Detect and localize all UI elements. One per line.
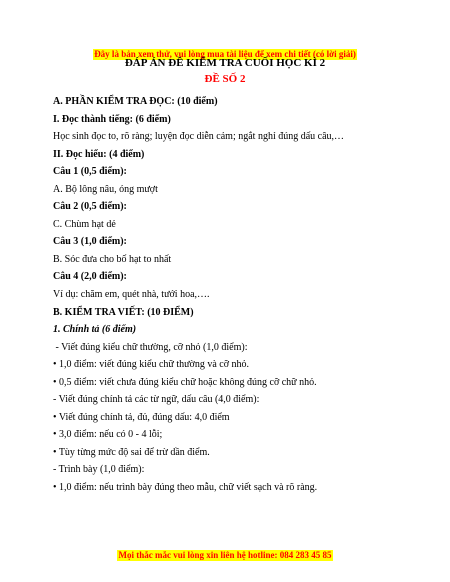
text-line: - Viết đúng chính tả các từ ngữ, dấu câu (4,0 điểm): bbox=[53, 394, 260, 406]
preview-banner: Đây là bản xem thử, vui lòng mua tài liệu để xem chi tiết (có lời giải) bbox=[94, 49, 356, 59]
text-line: • 0,5 điểm: viết chưa đúng kiểu chữ hoặc không đúng cỡ chữ nhỏ. bbox=[53, 376, 317, 388]
text-line: - Viết đúng kiểu chữ thường, cỡ nhỏ (1,0 điểm): bbox=[53, 341, 248, 353]
text-line: • 3,0 điểm: nếu có 0 - 4 lỗi; bbox=[53, 429, 163, 441]
answer-4: Ví dụ: chăm em, quét nhà, tưới hoa,…. bbox=[53, 289, 210, 300]
hotline-footer: Mọi thắc mắc vui lòng xin liên hệ hotline: 084 283 45 85 bbox=[118, 550, 332, 560]
section-heading-writing: B. KIỂM TRA VIẾT: (10 ĐIỂM) bbox=[53, 306, 194, 318]
text-line: • Viết đúng chính tả, đủ, đúng dấu: 4,0 điểm bbox=[53, 411, 230, 423]
document-subtitle: ĐỀ SỐ 2 bbox=[204, 73, 246, 85]
text-line: • 1,0 điểm: nếu trình bày đúng theo mẫu, chữ viết sạch và rõ ràng. bbox=[53, 482, 318, 493]
subsection-dictation: 1. Chính tả (6 điểm) bbox=[53, 324, 137, 336]
question-1-heading: Câu 1 (0,5 điểm): bbox=[53, 166, 127, 178]
section-heading-reading: A. PHẦN KIỂM TRA ĐỌC: (10 điểm) bbox=[53, 96, 218, 107]
question-2-heading: Câu 2 (0,5 điểm): bbox=[53, 201, 127, 213]
question-3-heading: Câu 3 (1,0 điểm): bbox=[53, 236, 127, 248]
document-title: ĐÁP ÁN ĐỀ KIỂM TRA CUỐI HỌC KÌ 2 bbox=[124, 57, 326, 69]
footer-wrap bbox=[0, 545, 450, 563]
answer-1: A. Bộ lông nâu, óng mượt bbox=[53, 183, 158, 195]
question-4-heading: Câu 4 (2,0 điểm): bbox=[53, 271, 127, 283]
answer-2: C. Chùm hạt dẻ bbox=[53, 218, 116, 230]
answer-3: B. Sóc đưa cho bố hạt to nhất bbox=[53, 253, 172, 265]
text-line: • Tùy từng mức độ sai để trừ dần điểm. bbox=[53, 446, 210, 458]
subsection-comprehension: II. Đọc hiểu: (4 điểm) bbox=[53, 148, 145, 160]
text-line: - Trình bày (1,0 điểm): bbox=[53, 464, 145, 476]
text-line: • 1,0 điểm: viết đúng kiểu chữ thường và cỡ nhỏ. bbox=[53, 359, 249, 371]
text-line: Học sinh đọc to, rõ ràng; luyện đọc diễn cảm; ngắt nghỉ đúng dấu câu,… bbox=[53, 131, 345, 143]
subsection-reading-aloud: I. Đọc thành tiếng: (6 điểm) bbox=[53, 113, 171, 125]
